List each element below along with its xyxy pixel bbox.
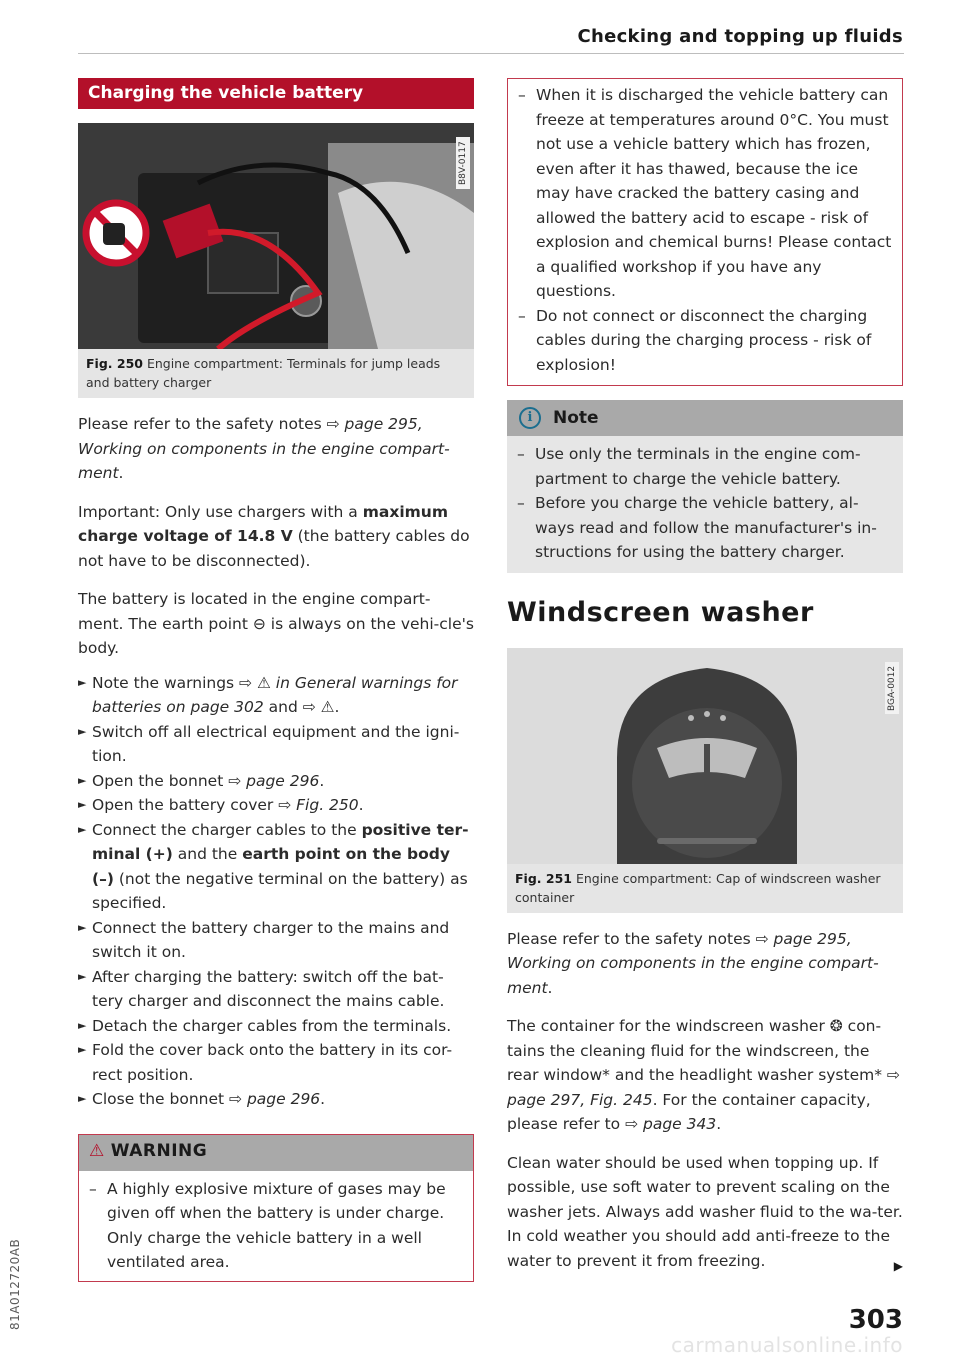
figure-251-caption-text: Engine compartment: Cap of windscreen washer container <box>515 870 881 905</box>
watermark: carmanualsonline.info <box>671 1333 903 1357</box>
list-item <box>78 769 474 794</box>
safety-notes-link[interactable]: ⇨ page 295, Working on components in the engine compart-ment <box>507 929 879 997</box>
text: (the battery cables do not have to be disconnected). <box>78 527 470 570</box>
section-title: Charging the vehicle battery <box>78 78 474 109</box>
figure-250-caption <box>78 349 474 398</box>
text: Note the warnings ⇨ ⚠ <box>92 673 276 692</box>
text: . <box>547 978 553 997</box>
step-arrow-icon: ► <box>78 822 87 836</box>
dash: – <box>517 445 525 463</box>
step-arrow-icon: ► <box>78 773 87 787</box>
safety-notes-paragraph <box>78 412 474 486</box>
clean-water-paragraph: Clean water should be used when topping up. If possible, use soft water to prevent scaling on the washer jets. Always add washer fluid to the wa-ter. In cold weather you should add anti-freeze to the water to prevent it from freezing. <box>507 1153 903 1270</box>
figure-251 <box>507 648 903 913</box>
text: Connect the charger cables to the <box>92 820 362 839</box>
link[interactable]: ⇨ page 296 <box>228 771 320 790</box>
section-heading: Windscreen washer <box>507 596 814 628</box>
washer-cap-illustration <box>507 648 903 864</box>
figure-251-image <box>507 648 903 864</box>
text: . <box>716 1115 722 1133</box>
list-item <box>78 1087 474 1112</box>
step-arrow-icon: ► <box>78 724 87 738</box>
text: Open the bonnet <box>92 771 229 790</box>
text: Please refer to the safety notes <box>507 929 756 948</box>
list-item <box>517 491 893 565</box>
list-item <box>78 1014 474 1039</box>
text: The battery is located in the engine compart-ment. The earth point <box>78 590 431 633</box>
battery-illustration <box>78 123 474 349</box>
note-box <box>507 400 903 573</box>
note-title: Note <box>553 408 599 428</box>
text: . <box>319 771 325 790</box>
text: Use only the terminals in the engine com-partment to charge the vehicle battery. <box>535 445 861 488</box>
warning-title: WARNING <box>110 1140 208 1161</box>
warning-continued-box <box>507 78 903 386</box>
list-item <box>518 83 892 304</box>
right-column <box>507 78 903 1273</box>
text: . <box>320 1090 326 1108</box>
dash: – <box>518 306 526 325</box>
page-343-link[interactable]: ⇨ page 343 <box>625 1115 717 1133</box>
link[interactable]: in General warnings for batteries on page 302 <box>92 673 458 716</box>
left-column <box>78 78 474 1282</box>
text: Close the bonnet <box>92 1090 230 1108</box>
dash: – <box>518 86 526 104</box>
list-item <box>78 793 474 818</box>
step-arrow-icon: ► <box>78 798 87 811</box>
dash: – <box>89 1179 97 1198</box>
step-arrow-icon: ► <box>78 920 87 934</box>
dash: – <box>517 494 525 512</box>
list-item <box>78 671 474 720</box>
warning-triangle-icon: ⚠ <box>89 1140 105 1161</box>
warning-body <box>79 1171 473 1281</box>
link[interactable]: ⇨ page 296 <box>229 1090 321 1108</box>
step-arrow-icon: ► <box>78 969 87 983</box>
text: The container for the windscreen washer <box>507 1017 830 1035</box>
text: After charging the battery: switch off the bat-tery charger and disconnect the mains cable. <box>92 967 445 1010</box>
link[interactable]: ⇨ Fig. 250 <box>278 796 359 814</box>
safety-notes-link[interactable]: ⇨ page 295, Working on components in the engine compart-ment <box>78 415 450 482</box>
text: Do not connect or disconnect the charging cables during the charging process - risk of explosion! <box>536 306 872 374</box>
text: Switch off all electrical equipment and the igni-tion. <box>92 722 460 765</box>
washer-container-paragraph <box>507 1014 903 1137</box>
note-header <box>507 400 903 436</box>
text: . <box>118 464 124 482</box>
step-arrow-icon: ► <box>78 1043 87 1056</box>
figure-250-label: Fig. 250 <box>86 356 143 371</box>
text: (not the negative terminal on the battery) as specified. <box>92 869 468 912</box>
emphasis: positive ter-minal (+) <box>92 820 469 863</box>
list-item <box>78 916 474 965</box>
clean-water-block <box>507 1151 903 1274</box>
text: Connect the battery charger to the mains and switch it on. <box>92 918 450 961</box>
page-297-link[interactable]: ⇨ page 297, Fig. 245 <box>507 1066 900 1109</box>
warning-header <box>79 1135 473 1171</box>
text: is always on the vehi-cle's body. <box>78 614 474 657</box>
note-body <box>507 436 903 573</box>
text: Detach the charger cables from the terminals. <box>92 1016 452 1035</box>
figure-250-caption-text: Engine compartment: Terminals for jump leads and battery charger <box>86 356 441 390</box>
list-item <box>78 720 474 769</box>
text: A highly explosive mixture of gases may be given off when the battery is under charge. Only charge the vehicle battery in a well ventilated area. <box>107 1179 446 1271</box>
list-item <box>517 442 893 491</box>
list-item <box>78 818 474 916</box>
figure-251-code: BGA-0012 <box>885 662 899 714</box>
figure-251-caption <box>507 864 903 913</box>
running-title: Checking and topping up fluids <box>577 26 903 47</box>
step-arrow-icon: ► <box>78 1092 87 1105</box>
text: . For the container capacity, please refer to <box>507 1090 871 1133</box>
voltage-emphasis: maximum charge voltage of 14.8 V <box>78 502 448 545</box>
document-code: 81A012720AB <box>8 1238 22 1330</box>
text: Fold the cover back onto the battery in its cor-rect position. <box>92 1041 453 1084</box>
figure-250 <box>78 123 474 398</box>
page-number: 303 <box>848 1305 903 1335</box>
earth-point-symbol: ⊖ <box>252 614 266 633</box>
list-item <box>78 965 474 1014</box>
emphasis: earth point on the body (–) <box>92 845 450 888</box>
text: Important: Only use chargers with a <box>78 502 363 521</box>
list-item <box>78 1038 474 1087</box>
figure-250-image <box>78 123 474 349</box>
info-icon: i <box>519 407 541 429</box>
text: and ⇨ ⚠. <box>263 698 340 716</box>
text: and the <box>172 845 243 863</box>
charging-steps <box>78 671 474 1112</box>
list-item <box>518 304 892 378</box>
text: Open the battery cover <box>92 796 279 814</box>
text: con-tains the cleaning fluid for the windscreen, the rear window* and the headlight washer system* <box>507 1017 887 1084</box>
safety-notes-paragraph <box>507 927 903 1001</box>
warning-box <box>78 1134 474 1282</box>
text: . <box>358 796 364 814</box>
washer-symbol-icon: ❂ <box>829 1017 843 1035</box>
step-arrow-icon: ► <box>78 1018 87 1032</box>
figure-251-label: Fig. 251 <box>515 870 572 886</box>
text: Please refer to the safety notes <box>78 415 327 433</box>
step-arrow-icon: ► <box>78 675 87 689</box>
text: When it is discharged the vehicle battery can freeze at temperatures around 0°C. You must not use a vehicle battery which has frozen, even after it has thawed, because the ice may have cracked the battery casing and allowed the battery acid to escape - risk of explosion and chemical burns! Please contact a qualified workshop if you have any questions. <box>536 86 892 300</box>
figure-250-code: B8V-0117 <box>456 137 470 189</box>
header-rule <box>78 53 904 54</box>
list-item <box>89 1177 463 1275</box>
battery-location-paragraph <box>78 587 474 661</box>
continue-arrow-icon: ▶ <box>893 1259 903 1273</box>
text: Before you charge the vehicle battery, al-ways read and follow the manufacturer's in-structions for using the battery charger. <box>535 494 877 561</box>
charger-voltage-paragraph <box>78 500 474 574</box>
